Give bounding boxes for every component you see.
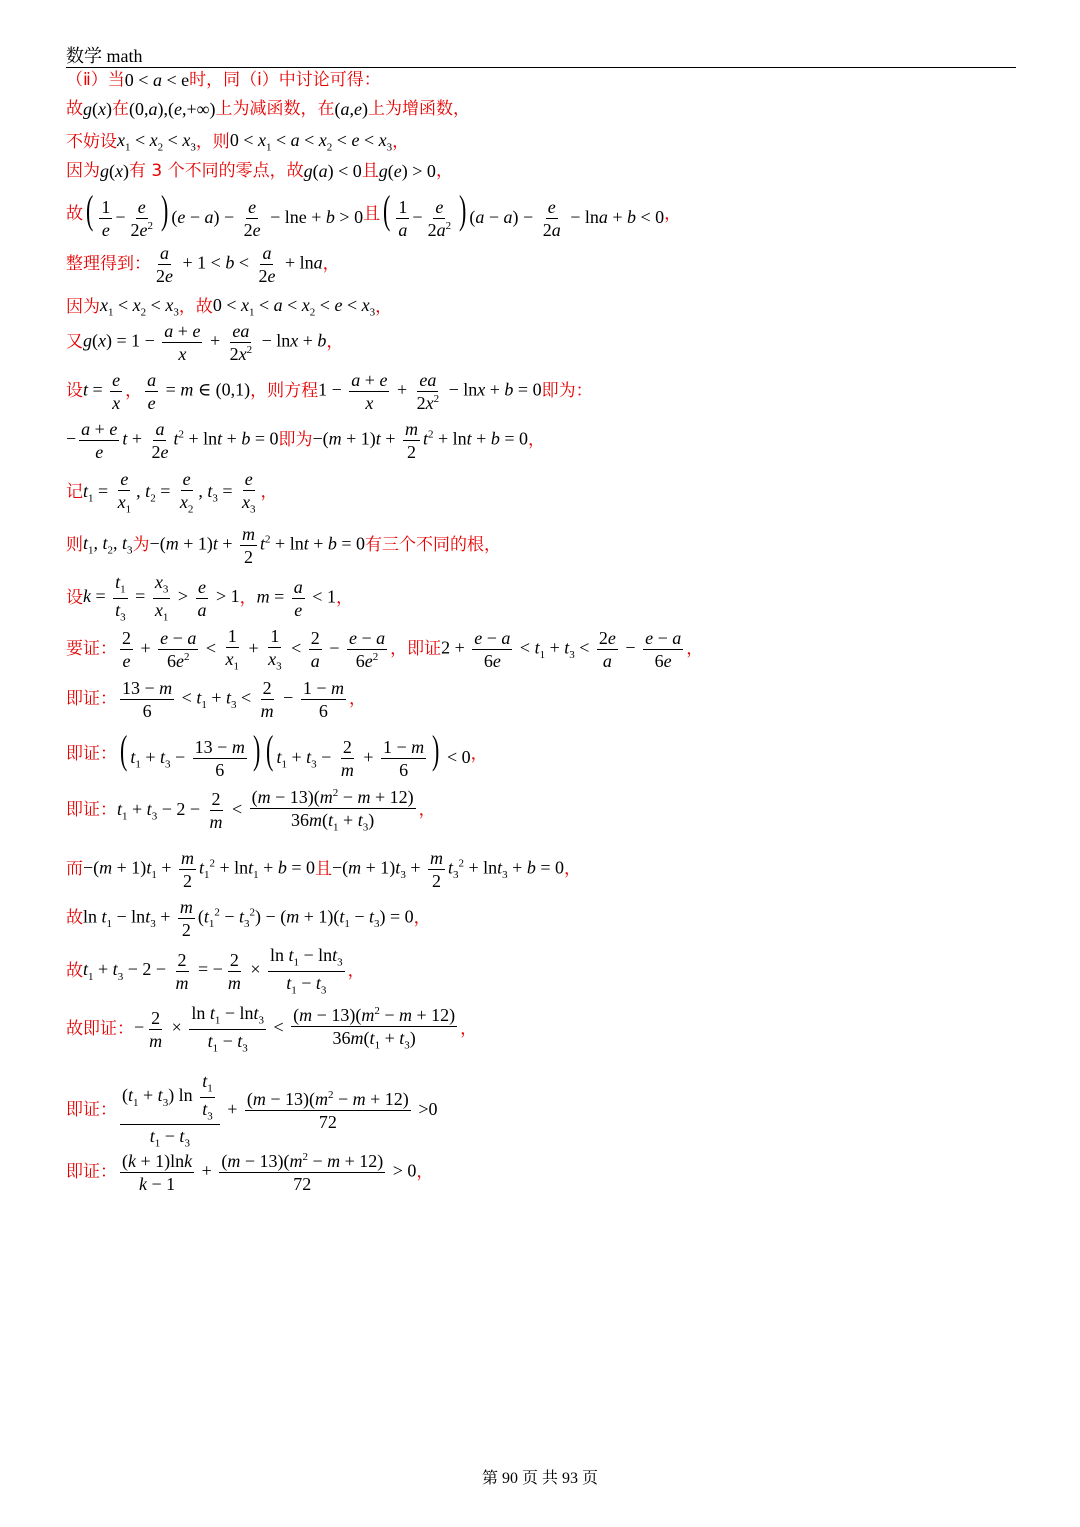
proof-line xyxy=(66,100,470,118)
text-run: 即证： xyxy=(66,1162,117,1182)
text-run: 故 xyxy=(66,908,83,928)
math-expression: $(t_1 + t_3)$ ln $\frac{t_1}{t_3}$ $t_1 - t_3$ + $\frac{(m - 13)(m^2 - m + 12)}{72}$ >0 xyxy=(122,1071,438,1150)
math-expression: $\frac{13 - m}{6}$ < $t_1 + t_3$ < $\frac{2}{m}$ − $\frac{1 - m}{6}$ xyxy=(122,678,344,721)
text-run: ， xyxy=(125,381,143,401)
text-run: 要证： xyxy=(66,639,117,660)
proof-line xyxy=(66,322,343,363)
math-expression: $0 < x_1 < a < x_2 < e < x_3$ xyxy=(229,130,393,154)
math-expression: −(m + 1)t + $\frac{m}{2}$ $t^2 + \ln t + b = 0$ xyxy=(149,524,366,567)
proof-line xyxy=(66,898,431,939)
proof-line xyxy=(66,679,366,720)
math-expression: g(x) = 1 − $\frac{a + e}{x}$ + $\frac{ea}{2x^2}$ − lnx + b xyxy=(83,321,327,364)
math-expression: $-(m + 1)t_3$ + $\frac{m}{2}$ $t_3^2 + \ln t_3 + b = 0$ xyxy=(331,848,564,891)
text-run: ， xyxy=(326,332,344,352)
text-run: 且 xyxy=(363,204,381,225)
math-expression: t = $\frac{e}{x}$ xyxy=(83,370,121,413)
math-expression: (a,e) xyxy=(334,99,368,119)
header-divider xyxy=(66,67,1016,68)
text-run: 且 xyxy=(314,859,332,879)
text-run: ， xyxy=(460,1018,478,1039)
text-run: 又 xyxy=(66,332,83,352)
text-run: 故 xyxy=(66,960,83,981)
proof-line xyxy=(66,573,353,623)
proof-line xyxy=(66,1004,477,1054)
text-run: 即证： xyxy=(66,800,117,821)
text-run: 上为增函数， xyxy=(367,98,470,119)
text-run: ， xyxy=(563,859,581,879)
text-run: 即证： xyxy=(66,1100,117,1121)
text-run: ， xyxy=(335,587,353,608)
text-run: 故即证： xyxy=(66,1018,134,1039)
text-run: ， xyxy=(413,908,431,928)
text-run: 即为 xyxy=(278,430,313,450)
text-run: 设 xyxy=(66,587,83,608)
page-footer: 第 90 页 共 93 页 xyxy=(481,1470,598,1487)
math-expression: 0 < a < e xyxy=(124,70,190,90)
text-run: ， xyxy=(527,430,545,450)
text-run: 为 xyxy=(132,535,150,555)
math-expression: 2 + $\frac{e - a}{6e}$ < $t_1 + t_3$ < $\frac{2e}{a}$ − $\frac{e - a}{6e}$ xyxy=(441,628,682,672)
proof-line xyxy=(66,131,409,154)
text-run: ， xyxy=(348,689,366,709)
math-expression: −(m + 1)t + $\frac{m}{2}$ $t^2 + \ln t + b = 0$ xyxy=(312,419,528,462)
math-expression: ( $t_1 + t_3$ − $\frac{13 - m}{6}$ ) ( $t_1 + t_3$ − $\frac{2}{m}$ + $\frac{1 - m}{6}$ ) < 0 xyxy=(119,727,471,781)
math-expression: $x_1 < x_2 < x_3$ xyxy=(100,295,179,319)
proof-line xyxy=(66,71,381,89)
math-expression: g(x) xyxy=(100,161,129,181)
text-run: 时，同（ⅰ）中讨论可得： xyxy=(189,69,381,90)
proof-line xyxy=(66,187,682,241)
math-expression: g(x) xyxy=(83,99,112,119)
text-run: 不妨设 xyxy=(66,131,117,152)
text-run: 上为减函数，在 xyxy=(215,98,335,119)
proof-line xyxy=(66,946,365,996)
proof-line xyxy=(66,727,488,781)
text-run: ， xyxy=(347,960,365,981)
math-expression: (0,a),(e,+∞) xyxy=(129,99,216,119)
text-run: 即为： xyxy=(541,381,593,401)
text-run: ， xyxy=(664,204,682,225)
proof-line xyxy=(66,627,703,673)
text-run: 有三个不同的根， xyxy=(365,535,502,555)
math-expression: ( $\frac{1}{e}$ − $\frac{e}{2e^2}$ ) (e − a) − $\frac{e}{2e}$ − lne + b > 0 xyxy=(85,187,364,241)
text-run: 整理得到： xyxy=(66,254,151,274)
proof-line xyxy=(66,244,340,285)
text-run: 故 xyxy=(66,98,83,119)
text-run: ， xyxy=(435,160,453,181)
text-run: （ⅱ）当 xyxy=(66,69,125,90)
math-expression: g(e) > 0 xyxy=(378,161,436,181)
proof-line xyxy=(66,162,453,180)
proof-line xyxy=(66,525,501,566)
text-run: ， xyxy=(239,587,257,608)
text-run: 且 xyxy=(361,160,379,181)
math-expression: ( $\frac{1}{a}$ − $\frac{e}{2a^2}$ ) (a − a) − $\frac{e}{2a}$ − lna + b < 0 xyxy=(383,187,665,241)
math-expression: $\frac{2}{e}$ + $\frac{e - a}{6e^2}$ < $\frac{1}{x_1}$ + $\frac{1}{x_3}$ < $\frac{2}{a}$ − $\frac{e - a}{6e^2}$ xyxy=(122,626,386,673)
math-expression: k = $\frac{t_1}{t_3}$ = $\frac{x_3}{x_1}$ > $\frac{e}{a}$ > 1 xyxy=(83,572,240,624)
proof-line xyxy=(66,1072,437,1150)
math-expression: $-(m + 1)t_1$ + $\frac{m}{2}$ $t_1^2 + \ln t_1 + b = 0$ xyxy=(83,848,315,891)
math-expression: g(a) < 0 xyxy=(303,161,362,181)
math-expression: − $\frac{a + e}{e}$ t + $\frac{a}{2e}$ $t^2 + \ln t + b = 0$ xyxy=(66,419,279,462)
proof-line xyxy=(66,470,278,516)
text-run: ， xyxy=(260,482,278,503)
text-run: ， xyxy=(375,296,393,317)
text-run: 即证： xyxy=(66,744,117,765)
math-expression: 1 − $\frac{a + e}{x}$ + $\frac{ea}{2x^2}$ − lnx + b = 0 xyxy=(318,370,542,413)
math-expression: $t_1$, $t_2$, $t_3$ xyxy=(83,533,133,557)
math-expression: $t_1 + t_3 - 2$ − $\frac{2}{m}$ = − $\frac{2}{m}$ × $\frac{\ln t_1 - \ln t_3}{t_1 - t_3}$ xyxy=(83,945,343,997)
text-run: 有 3 个不同的零点，故 xyxy=(129,160,304,181)
text-run: 则 xyxy=(66,535,83,555)
text-run: 设 xyxy=(66,381,83,401)
text-run: 故 xyxy=(66,204,83,225)
math-expression: $t_1$ = $\frac{e}{x_1}$ , $t_2$ = $\frac{e}{x_2}$ , $t_3$ = $\frac{e}{x_3}$ xyxy=(83,469,256,516)
text-run: ，故 xyxy=(178,296,213,317)
text-run: ， xyxy=(470,744,488,765)
proof-line xyxy=(66,849,581,890)
text-run: ， xyxy=(418,800,436,821)
math-expression: $x_1 < x_2 < x_3$ xyxy=(117,130,196,154)
page-header-title: 数学 math xyxy=(66,46,143,66)
math-expression: m = $\frac{a}{e}$ < 1 xyxy=(256,576,336,620)
proof-line xyxy=(66,788,436,834)
math-expression: $t_1 + t_3 - 2$ − $\frac{2}{m}$ < $\frac{(m - 13)(m^2 - m + 12)}{36m(t_1 + t_3)}$ xyxy=(117,787,414,834)
math-expression: $0 < x_1 < a < x_2 < e < x_3$ xyxy=(212,295,376,319)
math-expression: $\ln t_1 - \ln t_3$ + $\frac{m}{2}$ $(t_1^2 - t_3^2) - (m + 1)(t_1 - t_3) = 0$ xyxy=(83,897,414,940)
text-run: ，则方程 xyxy=(250,381,319,401)
text-run: ， xyxy=(686,639,704,660)
math-expression: $\frac{(k + 1)\ln k}{k - 1}$ + $\frac{(m - 13)(m^2 - m + 12)}{72}$ > 0 xyxy=(122,1151,417,1194)
text-run: ， xyxy=(416,1162,434,1182)
math-expression: $\frac{a}{e}$ = m ∈ (0,1) xyxy=(147,370,251,413)
text-run: ， xyxy=(322,254,340,274)
text-run: 在 xyxy=(112,98,129,119)
text-run: ，即证 xyxy=(390,639,442,660)
math-expression: $\frac{a}{2e}$ + 1 < b < $\frac{a}{2e}$ + lna xyxy=(156,243,323,286)
proof-line xyxy=(66,296,392,319)
text-run: 即证： xyxy=(66,689,117,709)
text-run: ，则 xyxy=(195,131,230,152)
proof-line xyxy=(66,1152,433,1193)
text-run: 而 xyxy=(66,859,83,879)
math-expression: − $\frac{2}{m}$ × $\frac{\ln t_1 - \ln t_3}{t_1 - t_3}$ < $\frac{(m - 13)(m^2 - m + 12)}{36m(t_1 + t_3)}$ xyxy=(134,1003,456,1055)
text-run: 记 xyxy=(66,482,83,503)
text-run: ， xyxy=(392,131,410,152)
text-run: 因为 xyxy=(66,160,100,181)
proof-line xyxy=(66,420,545,461)
proof-line xyxy=(66,371,593,412)
text-run: 因为 xyxy=(66,296,100,317)
